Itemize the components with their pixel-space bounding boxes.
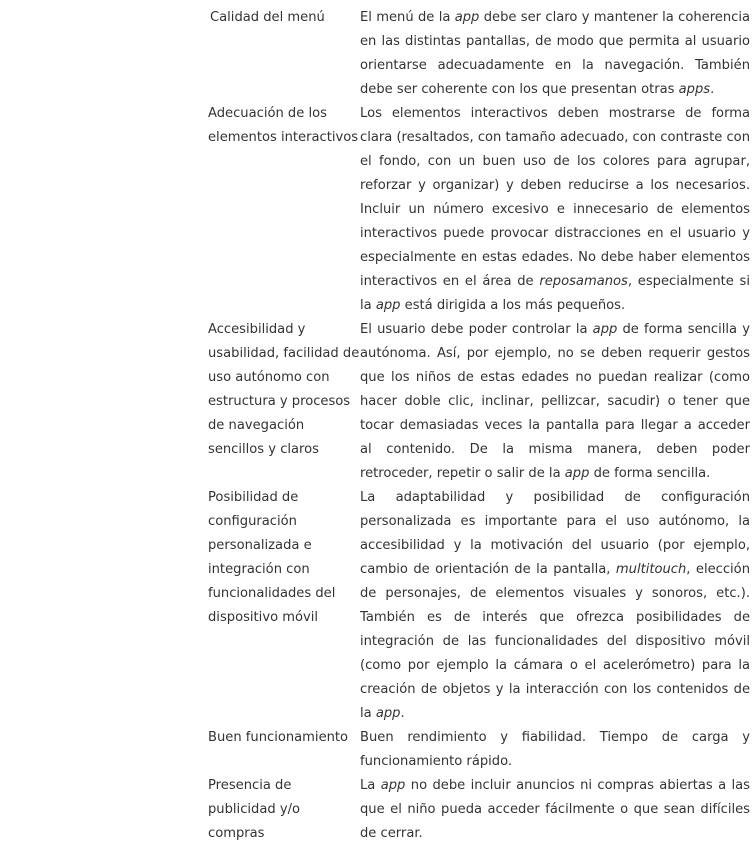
table-row xyxy=(203,318,750,486)
criterion-cell: Adecuación de los elementos interactivos xyxy=(208,106,359,145)
description-text: Buen rendimiento y fiabilidad. Tiempo de carga y funcionamiento rápido. xyxy=(360,730,750,769)
description-emphasis: app xyxy=(564,466,590,481)
description-text: de forma sencilla. xyxy=(589,466,711,481)
description-text: El usuario debe poder controlar la xyxy=(360,322,593,337)
criterion-cell: Accesibilidad y usabilidad, facilidad de uso autónomo con estructura y procesos de navegación sencillos y claros xyxy=(208,322,360,457)
description-text: debe ser claro y mantener la coherencia en las distintas pantallas, de modo que permita al usuario orientarse adecuadamente en la navegación. También debe ser coherente con los que presentan otras xyxy=(360,10,751,97)
description-emphasis: app xyxy=(592,322,618,337)
description-emphasis: app xyxy=(375,706,401,721)
description-cell xyxy=(360,726,750,774)
description-emphasis: app xyxy=(454,10,480,25)
table-row xyxy=(203,102,750,318)
criterion-cell: Buen funcionamiento xyxy=(208,730,349,745)
description-emphasis: reposamanos xyxy=(539,274,628,289)
description-emphasis: apps xyxy=(678,82,711,97)
description-emphasis: multitouch xyxy=(615,562,687,577)
table-row xyxy=(203,486,750,726)
description-text: El menú de la xyxy=(360,10,455,25)
description-text: La adaptabilidad y posibilidad de configuración personalizada es importante para el uso autónomo, la accesibilidad y la motivación del usuario (por ejemplo, cambio de orientación de la pantalla, xyxy=(360,490,750,577)
description-text: está dirigida a los más pequeños. xyxy=(400,298,626,313)
table-row xyxy=(203,774,750,846)
description-text: , especialmente si la xyxy=(360,274,750,313)
description-text: de forma sencilla y autónoma. Así, por ejemplo, no se deben requerir gestos que los niños de estas edades no puedan realizar (como hacer doble clic, inclinar, pellizcar, sacudir) o tener que tocar demasiadas veces la pantalla para llegar a acceder al contenido. De la misma manera, deben poder retroceder, repetir o salir de la xyxy=(360,322,750,481)
description-cell xyxy=(360,486,750,726)
table-row xyxy=(203,726,750,774)
description-cell xyxy=(360,6,750,102)
description-emphasis: app xyxy=(375,298,401,313)
description-text: . xyxy=(400,706,405,721)
table-row xyxy=(203,6,750,102)
description-text: no debe incluir anuncios ni compras abiertas a las que el niño pueda acceder fácilmente o que sean difíciles de cerrar. xyxy=(360,778,750,841)
description-text: Los elementos interactivos deben mostrarse de forma clara (resaltados, con tamaño adecuado, con contraste con el fondo, con un buen uso de los colores para agrupar, reforzar y organizar) y deben reducirse a los necesarios. Incluir un número excesivo e innecesario de elementos interactivos puede provocar distracciones en el usuario y especialmente en estas edades. No debe haber elementos interactivos en el área de xyxy=(360,106,750,289)
description-cell xyxy=(360,102,750,318)
description-text: . xyxy=(710,82,715,97)
description-text: , elección de personajes, de elementos visuales y sonoros, etc.). También es de interés que ofrezca posibilidades de integración de las funcionalidades del dispositivo móvil (como por ejemplo la cámara o el acelerómetro) para la creación de objetos y la interacción con los contenidos de la xyxy=(360,562,750,721)
criteria-table xyxy=(203,6,750,846)
description-emphasis: app xyxy=(380,778,406,793)
description-cell xyxy=(360,318,750,486)
description-text: La xyxy=(360,778,381,793)
description-cell xyxy=(360,774,750,846)
criterion-cell: Presencia de publicidad y/o compras xyxy=(208,778,301,841)
criterion-cell: Posibilidad de configuración personalizada e integración con funcionalidades del dispositivo móvil xyxy=(208,490,336,625)
criterion-cell: Calidad del menú xyxy=(210,10,325,25)
